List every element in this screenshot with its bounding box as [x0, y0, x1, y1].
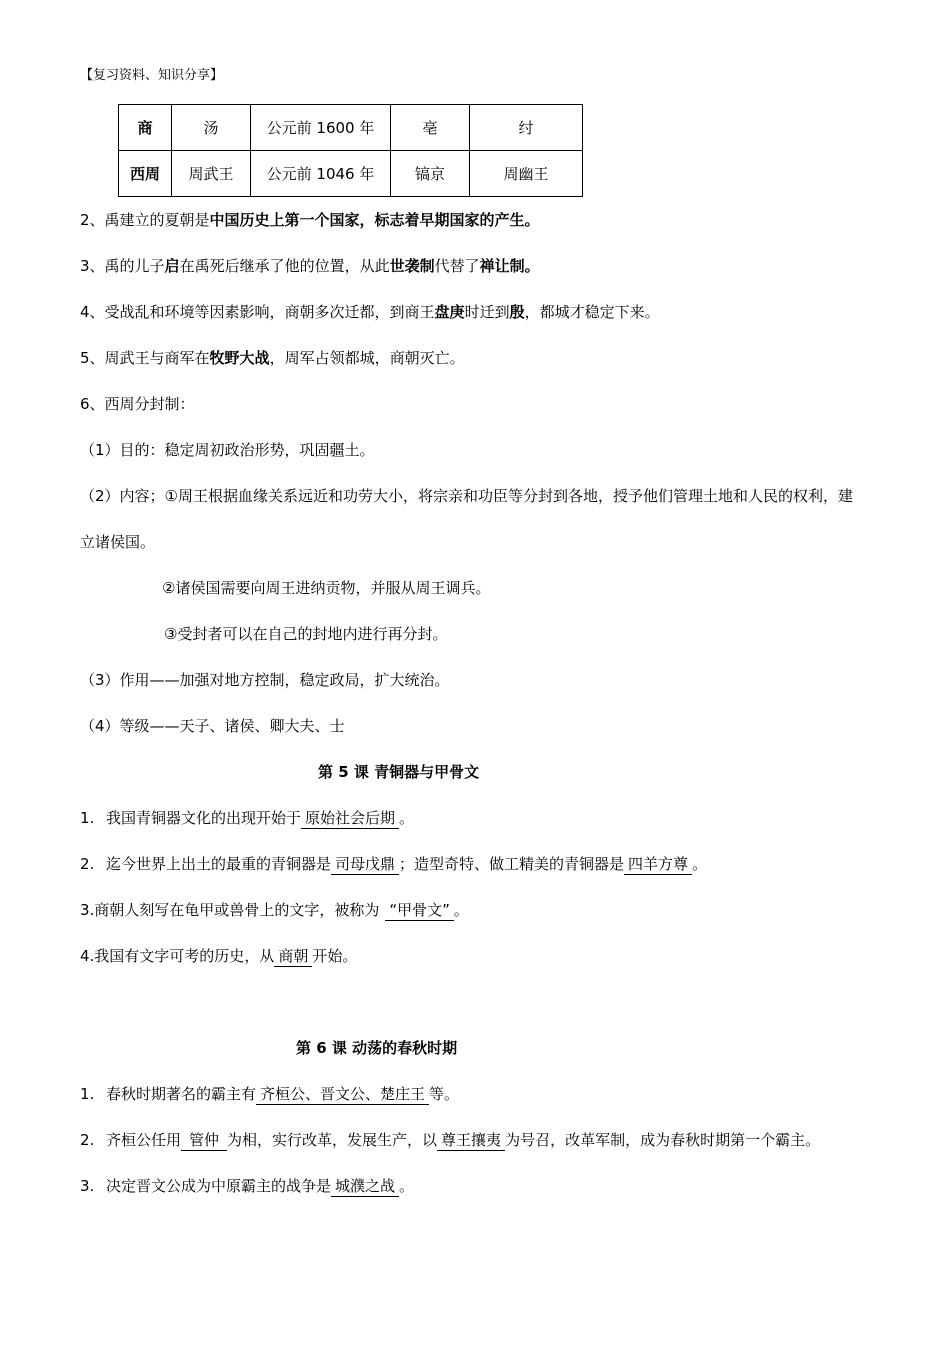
- table-cell: 公元前 1600 年: [251, 105, 391, 151]
- point-3: [80, 256, 540, 276]
- key-text: 禅让制。: [479, 257, 540, 275]
- answer-blank: 司母戊鼎: [331, 854, 399, 875]
- text: 5、周武王与商军在: [80, 349, 210, 367]
- lesson-6-q3: [80, 1176, 414, 1197]
- text: 。: [453, 901, 469, 919]
- point-6-effect: （3）作用——加强对地方控制，稳定政局，扩大统治。: [80, 671, 450, 689]
- text: ，都城才稳定下来。: [524, 303, 660, 321]
- text: 4.我国有文字可考的历史，从: [80, 947, 275, 965]
- table-cell: 周武王: [172, 151, 251, 197]
- text: 。: [399, 809, 415, 827]
- table-row: [119, 151, 583, 197]
- point-6-content-3: ③受封者可以在自己的封地内进行再分封。: [164, 625, 448, 643]
- table-cell: 镐京: [391, 151, 470, 197]
- table-cell: 西周: [119, 151, 172, 197]
- answer-blank: 尊王攘夷: [437, 1130, 505, 1151]
- table-cell: 周幽王: [470, 151, 583, 197]
- lesson-6-q1: [80, 1084, 459, 1105]
- key-text: 殷: [509, 303, 525, 321]
- text: 2、禹建立的夏朝是: [80, 211, 210, 229]
- text: 为号召，改革军制，成为春秋时期第一个霸主。: [505, 1131, 821, 1149]
- text: 我国青铜器文化的出现开始于: [106, 809, 302, 827]
- point-6-hierarchy: （4）等级——天子、诸侯、卿大夫、士: [80, 717, 345, 735]
- table-cell: 商: [119, 105, 172, 151]
- table-cell: 公元前 1046 年: [251, 151, 391, 197]
- item-number: 3.: [80, 1177, 95, 1195]
- answer-blank: 齐桓公、晋文公、楚庄王: [256, 1084, 429, 1105]
- point-5: [80, 348, 465, 368]
- lesson-5-title: 第 5 课 青铜器与甲骨文: [318, 763, 480, 781]
- key-text: 牧野大战: [209, 349, 270, 367]
- key-text: 盘庚: [434, 303, 465, 321]
- point-6: 6、西周分封制：: [80, 395, 195, 413]
- page-header: 【复习资料、知识分享】: [80, 68, 224, 83]
- point-6-purpose: （1）目的：稳定周初政治形势，巩固疆土。: [80, 441, 375, 459]
- table-cell: 亳: [391, 105, 470, 151]
- point-2: [80, 210, 540, 230]
- key-text: 启: [164, 257, 180, 275]
- text: 开始。: [312, 947, 358, 965]
- item-number: 2.: [80, 855, 95, 873]
- text: 。: [692, 855, 708, 873]
- lesson-5-q4: [80, 946, 357, 967]
- lesson-5-q2: [80, 854, 707, 875]
- item-number: 1.: [80, 809, 95, 827]
- answer-blank: 商朝: [274, 946, 312, 967]
- table-cell: 汤: [172, 105, 251, 151]
- text: 决定晋文公成为中原霸主的战争是: [106, 1177, 332, 1195]
- lesson-5-q3: [80, 900, 469, 921]
- text: 迄今世界上出土的最重的青铜器是: [106, 855, 332, 873]
- text: ，周军占领都城，商朝灭亡。: [269, 349, 465, 367]
- key-text: 中国历史上第一个国家，标志着早期国家的产生。: [209, 211, 540, 229]
- item-number: 1.: [80, 1085, 95, 1103]
- point-4: [80, 302, 660, 322]
- table-cell: 纣: [470, 105, 583, 151]
- answer-blank: “甲骨文”: [385, 900, 454, 921]
- text: 在禹死后继承了他的位置，从此: [179, 257, 390, 275]
- text: 代替了: [434, 257, 480, 275]
- text: 3.商朝人刻写在龟甲或兽骨上的文字，被称为: [80, 901, 380, 919]
- point-6-content-2: ②诸侯国需要向周王进纳贡物，并服从周王调兵。: [162, 579, 491, 597]
- dynasty-table: [118, 104, 583, 197]
- lesson-6-title: 第 6 课 动荡的春秋时期: [296, 1039, 458, 1057]
- lesson-6-q2: [80, 1130, 820, 1151]
- point-6-content-cont: 立诸侯国。: [80, 533, 156, 551]
- answer-blank: 管仲: [181, 1130, 227, 1151]
- text: ；造型奇特、做工精美的青铜器是: [399, 855, 625, 873]
- text: 齐桓公任用: [106, 1131, 182, 1149]
- answer-blank: 城濮之战: [331, 1176, 399, 1197]
- item-number: 2.: [80, 1131, 95, 1149]
- table-row: [119, 105, 583, 151]
- text: 时迁到: [464, 303, 510, 321]
- text: 4、受战乱和环境等因素影响，商朝多次迁都，到商王: [80, 303, 435, 321]
- text: 3、禹的儿子: [80, 257, 165, 275]
- text: 为相，实行改革，发展生产，以: [227, 1131, 438, 1149]
- text: 等。: [429, 1085, 460, 1103]
- answer-blank: 原始社会后期: [301, 808, 399, 829]
- text: 。: [399, 1177, 415, 1195]
- key-text: 世袭制: [389, 257, 435, 275]
- point-6-content: （2）内容；①周王根据血缘关系远近和功劳大小，将宗亲和功臣等分封到各地，授予他们管理土地和人民的权利，建: [80, 487, 853, 505]
- answer-blank: 四羊方尊: [624, 854, 692, 875]
- text: 春秋时期著名的霸主有: [106, 1085, 257, 1103]
- lesson-5-q1: [80, 808, 414, 829]
